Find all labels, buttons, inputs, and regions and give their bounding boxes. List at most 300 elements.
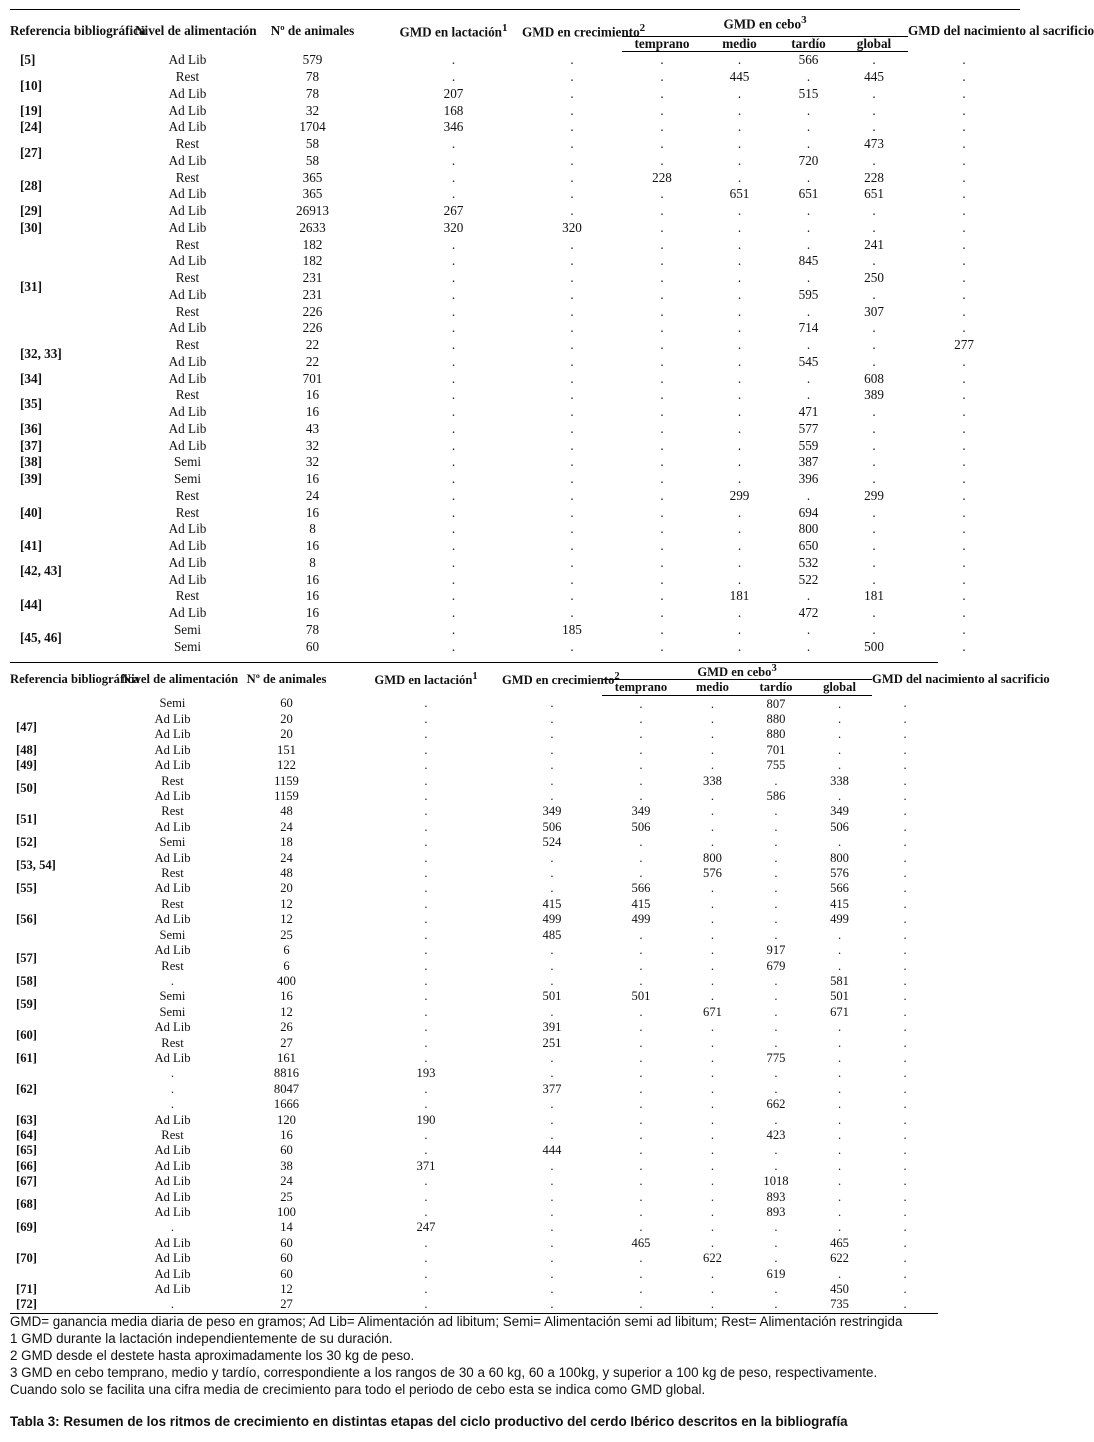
cell-cebo-tardio: . [806, 219, 811, 235]
cell-gmd-lactacion: . [451, 69, 456, 85]
cell-cebo-medio: . [737, 320, 742, 336]
cell-cebo-global: . [872, 85, 876, 101]
cell-gmd-lactacion: . [451, 521, 456, 537]
cell-gmd-crecimiento: . [550, 866, 554, 881]
cell-gmd-nacimiento-sacrificio: . [962, 253, 966, 269]
cell-gmd-lactacion: . [424, 773, 428, 788]
cell-gmd-lactacion: . [424, 835, 428, 850]
cell-gmd-lactacion: . [424, 912, 428, 927]
cell-n-animales: 78 [305, 621, 320, 637]
cell-n-animales: 48 [280, 866, 293, 881]
cell-cebo-temprano: . [639, 1189, 643, 1204]
cell-gmd-crecimiento: 444 [542, 1143, 562, 1158]
cell-ref: [24] [20, 119, 42, 135]
cell-cebo-global: . [837, 1266, 842, 1281]
cell-cebo-global: . [872, 337, 876, 353]
cell-ref: [68] [16, 1197, 37, 1212]
table-row [10, 102, 1020, 119]
cell-ref: [34] [20, 370, 42, 386]
cell-gmd-lactacion: . [451, 638, 456, 654]
table-row [10, 1189, 938, 1204]
cell-ref: [63] [16, 1112, 37, 1127]
cell-gmd-nacimiento-sacrificio: 277 [954, 337, 974, 353]
cell-gmd-crecimiento: . [550, 712, 554, 727]
cell-nivel: Rest [175, 136, 200, 152]
cell-gmd-nacimiento-sacrificio: . [903, 727, 907, 742]
cell-nivel: Rest [175, 169, 200, 185]
cell-ref: [71] [16, 1282, 37, 1297]
cell-cebo-global: . [872, 521, 876, 537]
cell-nivel: Ad Lib [154, 727, 191, 742]
cell-cebo-medio: . [710, 1158, 715, 1173]
cell-gmd-crecimiento: . [550, 727, 554, 742]
header-n-animales: Nº de animales [246, 671, 327, 686]
cell-n-animales: 12 [280, 1282, 293, 1297]
cell-cebo-tardio: 577 [798, 420, 819, 436]
cell-cebo-tardio: . [806, 303, 811, 319]
cell-cebo-temprano: . [639, 1205, 643, 1220]
cell-cebo-tardio: . [806, 119, 811, 135]
cell-cebo-tardio: . [806, 487, 811, 503]
cell-cebo-medio: . [710, 1189, 715, 1204]
cell-cebo-global: 608 [864, 370, 884, 386]
cell-n-animales: 58 [305, 152, 320, 168]
cell-ref: [45, 46] [20, 630, 62, 646]
cell-cebo-medio: 338 [703, 773, 722, 788]
cell-nivel: Ad Lib [154, 1050, 191, 1065]
cell-gmd-nacimiento-sacrificio: . [962, 219, 966, 235]
cell-gmd-lactacion: . [451, 320, 456, 336]
cell-ref: [19] [20, 102, 42, 118]
cell-cebo-tardio: . [806, 169, 811, 185]
cell-n-animales: 6 [283, 943, 290, 958]
cell-gmd-crecimiento: 524 [542, 835, 562, 850]
cell-cebo-medio: . [737, 52, 742, 68]
table-row [10, 743, 938, 758]
cell-cebo-tardio: . [774, 1235, 778, 1250]
cell-cebo-medio: . [710, 881, 715, 896]
cell-n-animales: 2633 [299, 219, 326, 235]
cell-nivel: . [122, 1297, 223, 1313]
cell-cebo-global: . [837, 1020, 842, 1035]
cell-cebo-temprano: . [660, 370, 664, 386]
cell-n-animales: 1704 [299, 119, 326, 135]
cell-gmd-lactacion: . [424, 943, 428, 958]
cell-nivel: Rest [161, 773, 184, 788]
cell-cebo-temprano: . [660, 253, 664, 269]
cell-cebo-global: 228 [864, 169, 884, 185]
cell-gmd-nacimiento-sacrificio: . [962, 605, 966, 621]
cell-cebo-temprano: . [660, 337, 664, 353]
cell-cebo-medio: . [710, 804, 715, 819]
cell-cebo-medio: . [737, 638, 742, 654]
cell-cebo-temprano: 506 [631, 819, 651, 834]
cell-cebo-temprano: . [639, 850, 643, 865]
cell-gmd-lactacion: . [451, 621, 456, 637]
cell-gmd-lactacion: . [451, 487, 456, 503]
cell-cebo-medio: . [710, 712, 715, 727]
cell-gmd-nacimiento-sacrificio: . [903, 866, 907, 881]
cell-nivel: Semi [173, 638, 202, 654]
cell-nivel: Ad Lib [168, 437, 207, 453]
cell-nivel: Rest [175, 337, 200, 353]
header-gmd-crecimiento: GMD en crecimiento$^2$ [522, 21, 646, 40]
header-medio: medio [680, 680, 745, 696]
cell-gmd-lactacion: 168 [443, 102, 464, 118]
cell-gmd-nacimiento-sacrificio: . [962, 621, 966, 637]
cell-cebo-global: . [837, 1066, 842, 1081]
cell-gmd-crecimiento: . [570, 471, 574, 487]
cell-ref: [42, 43] [20, 563, 62, 579]
cell-cebo-temprano: . [639, 927, 643, 942]
cell-n-animales: 1666 [273, 1097, 300, 1112]
cell-nivel: Semi [159, 1004, 186, 1019]
cell-nivel: Ad Lib [154, 1266, 191, 1281]
cell-cebo-temprano: . [660, 186, 664, 202]
cell-cebo-temprano: . [639, 696, 643, 711]
cell-n-animales: 60 [305, 638, 320, 654]
cell-cebo-global: 500 [864, 638, 884, 654]
cell-ref: [61] [16, 1050, 37, 1065]
cell-gmd-nacimiento-sacrificio: . [962, 588, 966, 604]
cell-gmd-lactacion: . [424, 758, 428, 773]
cell-cebo-medio: . [710, 1282, 715, 1297]
cell-nivel: Ad Lib [168, 152, 207, 168]
cell-nivel: Rest [161, 866, 184, 881]
cell-gmd-lactacion: 190 [416, 1112, 436, 1127]
cell-gmd-lactacion: . [451, 286, 456, 302]
cell-cebo-medio: . [710, 1112, 715, 1127]
cell-cebo-global: . [872, 404, 876, 420]
table-row [10, 789, 938, 804]
cell-nivel: Ad Lib [154, 943, 191, 958]
table-row [10, 1159, 938, 1174]
cell-n-animales: 1159 [274, 789, 299, 804]
cell-cebo-global: 445 [864, 69, 884, 85]
cell-n-animales: 60 [280, 1251, 293, 1266]
cell-ref: [67] [16, 1174, 37, 1189]
cell-cebo-temprano: . [660, 286, 664, 302]
cell-cebo-temprano: . [639, 1282, 643, 1297]
table-row [10, 835, 938, 850]
cell-cebo-tardio: . [774, 881, 778, 896]
cell-gmd-nacimiento-sacrificio: . [903, 789, 907, 804]
table-row [10, 638, 1020, 655]
cell-ref: [40] [20, 504, 42, 520]
cell-gmd-nacimiento-sacrificio: . [962, 270, 966, 286]
cell-cebo-global: . [872, 538, 876, 554]
cell-nivel: . [170, 1081, 175, 1096]
table-row [10, 471, 1020, 488]
cell-n-animales: 43 [305, 420, 320, 436]
cell-gmd-nacimiento-sacrificio: . [903, 1158, 907, 1173]
cell-cebo-global: . [872, 471, 876, 487]
cell-nivel: Ad Lib [168, 420, 207, 436]
cell-cebo-tardio: 1018 [763, 1174, 789, 1189]
cell-cebo-tardio: . [806, 203, 811, 219]
cell-gmd-nacimiento-sacrificio: . [962, 404, 966, 420]
cell-gmd-crecimiento: . [550, 1158, 554, 1173]
cell-gmd-nacimiento-sacrificio: . [962, 186, 966, 202]
cell-gmd-lactacion: . [451, 454, 456, 470]
table-row [10, 404, 1020, 421]
cell-gmd-lactacion: . [424, 1143, 428, 1158]
table-row [10, 1082, 938, 1097]
cell-cebo-global: 338 [830, 773, 849, 788]
cell-gmd-nacimiento-sacrificio: . [962, 236, 966, 252]
cell-cebo-tardio: . [774, 1066, 778, 1081]
cell-cebo-medio: . [737, 404, 742, 420]
cell-gmd-nacimiento-sacrificio: . [962, 286, 966, 302]
cell-cebo-tardio: . [774, 1251, 778, 1266]
cell-gmd-nacimiento-sacrificio: . [962, 387, 966, 403]
cell-gmd-lactacion: . [451, 152, 456, 168]
cell-cebo-medio: 671 [703, 1004, 722, 1019]
cell-cebo-temprano: . [639, 758, 643, 773]
cell-gmd-nacimiento-sacrificio: . [962, 454, 966, 470]
cell-cebo-medio: 651 [729, 186, 750, 202]
cell-nivel: Ad Lib [168, 404, 207, 420]
cell-gmd-crecimiento: . [550, 1004, 554, 1019]
cell-n-animales: 8 [309, 521, 316, 537]
cell-cebo-tardio: . [806, 638, 811, 654]
cell-gmd-crecimiento: 501 [542, 989, 562, 1004]
cell-cebo-temprano: 499 [631, 912, 651, 927]
cell-nivel: Semi [173, 621, 202, 637]
cell-gmd-crecimiento: . [570, 571, 574, 587]
cell-gmd-lactacion: . [424, 696, 428, 711]
table-row [10, 804, 938, 819]
cell-cebo-temprano: . [602, 1297, 680, 1313]
cell-gmd-nacimiento-sacrificio: . [962, 85, 966, 101]
cell-cebo-temprano: . [639, 973, 643, 988]
cell-nivel: Ad Lib [154, 850, 191, 865]
cell-gmd-crecimiento: . [550, 1097, 554, 1112]
cell-gmd-nacimiento-sacrificio: . [903, 1035, 907, 1050]
cell-cebo-global: . [872, 454, 876, 470]
cell-cebo-temprano: 228 [652, 169, 672, 185]
cell-gmd-lactacion: 320 [443, 219, 464, 235]
cell-cebo-medio: . [737, 521, 742, 537]
cell-gmd-crecimiento: . [550, 1282, 554, 1297]
cell-nivel: Ad Lib [154, 712, 191, 727]
cell-gmd-lactacion: . [451, 169, 456, 185]
cell-cebo-temprano: . [639, 1050, 643, 1065]
cell-gmd-nacimiento-sacrificio: . [903, 1143, 907, 1158]
cell-cebo-medio: . [710, 1066, 715, 1081]
cell-cebo-global: . [837, 742, 842, 757]
cell-gmd-crecimiento: . [570, 320, 574, 336]
cell-gmd-lactacion: . [451, 370, 456, 386]
cell-n-animales: 16 [305, 571, 320, 587]
cell-ref: [35] [20, 395, 42, 411]
cell-cebo-global: . [872, 571, 876, 587]
cell-cebo-temprano: . [660, 102, 664, 118]
cell-n-animales: 16 [305, 471, 320, 487]
cell-gmd-nacimiento-sacrificio: . [962, 638, 966, 654]
cell-gmd-crecimiento: . [550, 696, 554, 711]
cell-gmd-nacimiento-sacrificio: . [962, 69, 966, 85]
cell-gmd-nacimiento-sacrificio: . [903, 958, 907, 973]
cell-nivel: Ad Lib [154, 1189, 191, 1204]
cell-cebo-tardio: 586 [766, 789, 786, 804]
cell-gmd-crecimiento: 415 [542, 896, 562, 911]
cell-gmd-lactacion: . [451, 236, 456, 252]
cell-cebo-tardio: . [806, 621, 811, 637]
cell-gmd-crecimiento: . [570, 203, 574, 219]
cell-n-animales: 22 [305, 337, 320, 353]
cell-ref: [55] [16, 881, 37, 896]
cell-gmd-nacimiento-sacrificio: . [962, 303, 966, 319]
cell-cebo-temprano: . [660, 85, 664, 101]
cell-nivel: Ad Lib [154, 881, 191, 896]
cell-gmd-crecimiento: . [570, 270, 574, 286]
table-row [10, 1251, 938, 1266]
cell-cebo-global: . [872, 253, 876, 269]
cell-cebo-medio: . [737, 353, 742, 369]
cell-cebo-global: . [837, 1081, 842, 1096]
cell-cebo-tardio: . [774, 773, 778, 788]
cell-gmd-lactacion: . [424, 1174, 428, 1189]
cell-gmd-crecimiento: . [570, 605, 574, 621]
cell-nivel: Ad Lib [154, 758, 191, 773]
cell-gmd-crecimiento: . [570, 169, 574, 185]
cell-cebo-medio: 576 [703, 866, 722, 881]
cell-cebo-temprano: . [639, 1020, 643, 1035]
cell-n-animales: 6 [283, 958, 290, 973]
cell-n-animales: 32 [305, 437, 320, 453]
cell-cebo-tardio: 532 [798, 554, 819, 570]
cell-cebo-medio: . [710, 696, 715, 711]
cell-n-animales: 122 [277, 758, 296, 773]
table2-body [10, 696, 938, 1313]
cell-cebo-global: . [837, 789, 842, 804]
cell-nivel: Ad Lib [154, 912, 191, 927]
cell-cebo-tardio: . [774, 1158, 778, 1173]
cell-n-animales: 12 [280, 896, 293, 911]
table-row [10, 69, 1020, 86]
cell-gmd-lactacion: . [350, 1297, 502, 1313]
cell-gmd-crecimiento: . [550, 850, 554, 865]
header-tardio: tardío [745, 680, 807, 696]
cell-cebo-medio: . [737, 504, 742, 520]
cell-nivel: Rest [175, 387, 200, 403]
cell-gmd-lactacion: . [424, 1050, 428, 1065]
cell-nivel: Ad Lib [168, 52, 207, 68]
cell-cebo-medio: . [737, 538, 742, 554]
cell-gmd-crecimiento: . [570, 52, 574, 68]
cell-gmd-crecimiento: . [550, 1251, 554, 1266]
cell-cebo-temprano: . [639, 943, 643, 958]
cell-cebo-medio: . [737, 236, 742, 252]
cell-gmd-nacimiento-sacrificio: . [962, 203, 966, 219]
table-row [10, 928, 938, 943]
cell-gmd-lactacion: 207 [443, 85, 464, 101]
cell-cebo-global: 307 [864, 303, 884, 319]
cell-cebo-tardio: . [745, 1297, 807, 1313]
cell-cebo-temprano: . [639, 1097, 643, 1112]
cell-cebo-medio: . [737, 370, 742, 386]
cell-cebo-medio: 622 [703, 1251, 722, 1266]
cell-gmd-lactacion: . [451, 588, 456, 604]
cell-cebo-global: 250 [864, 270, 884, 286]
cell-cebo-temprano: . [639, 1266, 643, 1281]
cell-nivel: Rest [161, 1127, 184, 1142]
cell-gmd-lactacion: . [424, 927, 428, 942]
cell-gmd-crecimiento: 485 [542, 927, 562, 942]
cell-gmd-crecimiento: . [570, 102, 574, 118]
table-row [10, 1236, 938, 1251]
cell-cebo-temprano: . [660, 605, 664, 621]
cell-cebo-temprano: . [639, 1066, 643, 1081]
cell-gmd-lactacion: . [451, 471, 456, 487]
cell-gmd-crecimiento: . [570, 253, 574, 269]
cell-n-animales: 26913 [296, 203, 329, 219]
cell-n-animales: 24 [280, 1174, 293, 1189]
cell-gmd-lactacion: . [424, 973, 428, 988]
cell-cebo-temprano: . [639, 835, 643, 850]
table-row [10, 712, 938, 727]
cell-cebo-temprano: 415 [631, 896, 651, 911]
cell-ref: [52] [16, 835, 37, 850]
cell-nivel: Ad Lib [154, 1112, 191, 1127]
cell-nivel: Ad Lib [168, 370, 207, 386]
table-row [10, 1297, 938, 1313]
cell-n-animales: 24 [305, 487, 320, 503]
table-row [10, 337, 1020, 354]
cell-ref: [39] [20, 471, 42, 487]
cell-cebo-global: 506 [830, 819, 849, 834]
cell-cebo-temprano: . [660, 638, 664, 654]
cell-ref: [44] [20, 596, 42, 612]
cell-n-animales: 27 [280, 1035, 293, 1050]
cell-cebo-medio: . [737, 253, 742, 269]
cell-gmd-crecimiento: . [570, 404, 574, 420]
cell-gmd-nacimiento-sacrificio: . [903, 850, 907, 865]
cell-n-animales: 32 [305, 102, 320, 118]
header-tardio: tardío [777, 37, 840, 52]
cell-ref: [31] [20, 278, 42, 294]
cell-n-animales: 60 [280, 1266, 293, 1281]
header-gmd-lactacion: GMD en lactación$^1$ [374, 671, 478, 688]
cell-cebo-global: . [837, 958, 842, 973]
cell-n-animales: 1159 [274, 773, 299, 788]
cell-cebo-medio: . [710, 742, 715, 757]
cell-nivel: Rest [175, 69, 200, 85]
cell-cebo-global: . [872, 102, 876, 118]
cell-cebo-temprano: . [660, 571, 664, 587]
cell-cebo-global: . [837, 1158, 842, 1173]
cell-cebo-global: . [837, 1035, 842, 1050]
cell-cebo-tardio: 471 [798, 404, 819, 420]
cell-cebo-medio: . [737, 387, 742, 403]
cell-gmd-crecimiento: 251 [542, 1035, 562, 1050]
cell-gmd-crecimiento: . [570, 420, 574, 436]
cell-cebo-medio: . [710, 1035, 715, 1050]
cell-gmd-lactacion: . [451, 571, 456, 587]
table-row [10, 1266, 938, 1281]
cell-gmd-crecimiento: 377 [542, 1081, 562, 1096]
table-row [10, 287, 1020, 304]
table-row [10, 773, 938, 788]
cell-cebo-medio: . [710, 1235, 715, 1250]
cell-gmd-nacimiento-sacrificio: . [903, 773, 907, 788]
table-row [10, 1174, 938, 1189]
cell-gmd-crecimiento: . [550, 789, 554, 804]
cell-gmd-lactacion: . [451, 253, 456, 269]
cell-cebo-temprano: . [639, 1035, 643, 1050]
cell-cebo-tardio: 515 [798, 85, 819, 101]
